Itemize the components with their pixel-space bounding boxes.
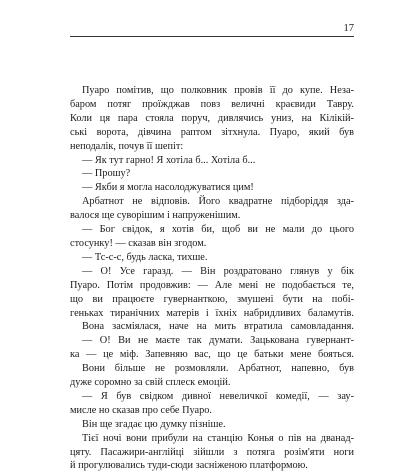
text-line: й прогулювались туди-сюди засніженою платформою. bbox=[70, 460, 308, 472]
text-line: дуже соромно за свій сплеск емоцій. bbox=[70, 377, 231, 389]
text-line: Тієї ночі вони прибули на станцію Конья о пів на дванад- bbox=[82, 432, 354, 444]
text-line: що ви працюєте гувернанткою, змушені бути на побі- bbox=[70, 293, 354, 305]
page-number: 17 bbox=[343, 23, 354, 34]
text-line: цяту. Пасажири-англійці зійшли з потяга розім'яти ноги bbox=[70, 446, 354, 458]
text-line: — О! Ви не маєте так думати. Зацькована гувернант- bbox=[82, 335, 354, 347]
text-line: — Прошу? bbox=[82, 168, 131, 180]
text-line: Він ще згадає цю думку пізніше. bbox=[82, 418, 226, 430]
body-text bbox=[70, 84, 354, 473]
text-line: Коли ця пара стояла поруч, дивлячись униз, на Кілікій- bbox=[70, 112, 354, 124]
text-line: Арбатнот не відповів. Його квадратне підборіддя зда- bbox=[82, 196, 354, 208]
text-line: валося ще суворішим і напруженішим. bbox=[70, 210, 241, 222]
text-line: — Я був свідком дивної невеличкої комедії, — зау- bbox=[82, 390, 354, 402]
header-rule bbox=[70, 36, 354, 37]
text-line: — Якби я могла насолоджуватися цим! bbox=[82, 182, 254, 194]
text-line: геньках тиранічних матерів і їхніх набридливих баламутів. bbox=[70, 307, 354, 319]
text-line: — О! Усе гаразд. — Він роздратовано глянув у бік bbox=[82, 265, 354, 277]
text-line: неподалік, почув її шепіт: bbox=[70, 140, 184, 152]
text-line: Вона засміялася, наче на мить втратила самовладання. bbox=[82, 321, 354, 333]
text-line: Пуаро. Потім продовжив: — Але мені не подобається те, bbox=[70, 279, 354, 291]
text-line: Вони більше не розмовляли. Арбатнот, напевно, був bbox=[82, 363, 354, 375]
text-line: мисле но сказав про себе Пуаро. bbox=[70, 404, 212, 416]
text-line: Пуаро помітив, що полковник провів її до купе. Неза- bbox=[82, 85, 354, 96]
text-line: баром потяг проїжджав повз величні краєвиди Тавру. bbox=[70, 98, 354, 110]
text-line: стосунку! — сказав він згодом. bbox=[70, 237, 207, 249]
text-line: — Тс-с-с, будь ласка, тихше. bbox=[82, 251, 208, 263]
text-line: ка — це міф. Запевняю вас, що це батьки мене бояться. bbox=[70, 349, 354, 361]
text-line: — Як тут гарно! Я хотіла б... Хотіла б... bbox=[82, 154, 256, 166]
text-line: ські ворота, дівчина раптом зітхнула. Пуаро, який був bbox=[70, 126, 354, 138]
text-line: — Бог свідок, я хотів би, щоб ви не мали до цього bbox=[82, 224, 354, 236]
